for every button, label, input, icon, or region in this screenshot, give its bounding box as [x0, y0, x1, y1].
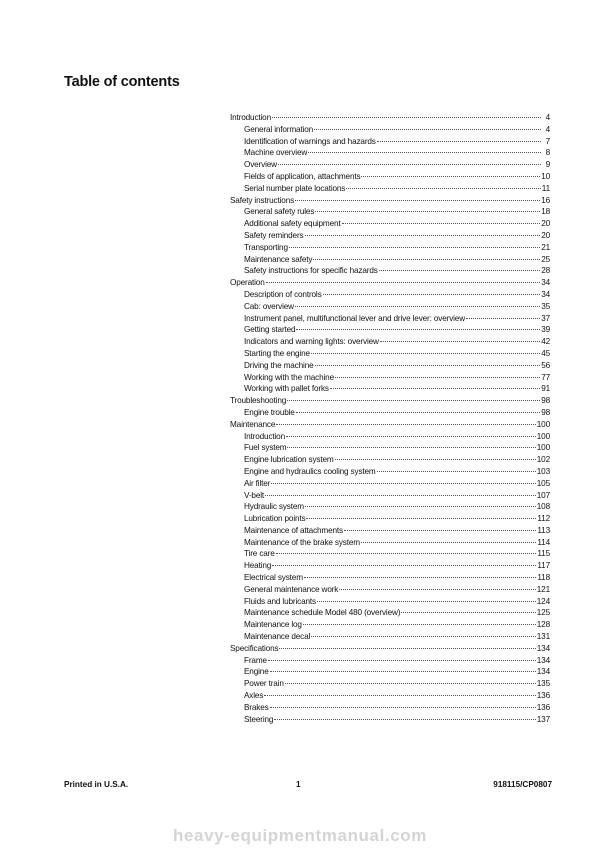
- toc-dot-leader: [265, 490, 536, 496]
- toc-dot-leader: [342, 218, 541, 224]
- toc-dot-leader: [295, 301, 540, 307]
- toc-dot-leader: [314, 124, 541, 130]
- toc-entry-label: Maintenance of the brake system: [244, 537, 360, 547]
- toc-entry-label: Safety instructions for specific hazards: [244, 266, 378, 276]
- toc-entry-label: Maintenance schedule Model 480 (overview): [244, 608, 401, 618]
- toc-entry-label: Driving the machine: [244, 360, 314, 370]
- toc-entry-page: 25: [541, 254, 550, 264]
- toc-entry-page: 102: [536, 455, 550, 465]
- toc-entry-page: 135: [536, 679, 550, 689]
- toc-subsection-entry[interactable]: [230, 407, 550, 419]
- footer-printed-in: Printed in U.S.A.: [64, 780, 129, 789]
- toc-entry-label: Troubleshooting: [230, 396, 287, 406]
- toc-dot-leader: [272, 112, 541, 118]
- toc-entry-page: 34: [541, 289, 550, 299]
- toc-entry-page: 7: [545, 136, 550, 146]
- toc-entry-label: Identification of warnings and hazards: [244, 136, 376, 146]
- toc-entry-label: Transporting: [244, 242, 288, 252]
- toc-entry-page: 100: [536, 443, 550, 453]
- toc-dot-leader: [304, 572, 537, 578]
- toc-entry-label: Engine: [244, 667, 269, 677]
- toc-subsection-entry[interactable]: [230, 537, 550, 549]
- toc-entry-page: 4: [545, 124, 550, 134]
- toc-entry-page: 113: [537, 525, 550, 535]
- toc-entry-label: Hydraulic system: [244, 502, 304, 512]
- toc-entry-label: Fluids and lubricants: [244, 596, 316, 606]
- toc-subsection-entry[interactable]: [230, 124, 550, 136]
- toc-entry-label: Engine lubrication system: [244, 455, 334, 465]
- toc-entry-page: 8: [545, 148, 550, 158]
- toc-entry-page: 20: [541, 219, 550, 229]
- toc-dot-leader: [308, 147, 541, 153]
- footer-page-number: 1: [296, 780, 301, 789]
- toc-entry-page: 117: [537, 561, 550, 571]
- toc-dot-leader: [264, 690, 536, 696]
- toc-entry-page: 128: [536, 620, 550, 630]
- toc-subsection-entry[interactable]: [230, 348, 550, 360]
- toc-dot-leader: [276, 548, 537, 554]
- toc-entry-page: 9: [545, 160, 550, 170]
- toc-dot-leader: [289, 242, 540, 248]
- toc-dot-leader: [303, 619, 536, 625]
- toc-subsection-entry[interactable]: [230, 478, 550, 490]
- toc-section-entry[interactable]: [230, 419, 550, 431]
- toc-subsection-entry[interactable]: [230, 548, 550, 560]
- toc-subsection-entry[interactable]: [230, 619, 550, 631]
- toc-subsection-entry[interactable]: [230, 183, 550, 195]
- toc-entry-label: Safety reminders: [244, 230, 304, 240]
- toc-entry-label: Fields of application, attachments: [244, 171, 361, 181]
- toc-section-entry[interactable]: [230, 277, 550, 289]
- toc-entry-page: 4: [545, 113, 550, 122]
- toc-entry-label: Additional safety equipment: [244, 219, 341, 229]
- toc-subsection-entry[interactable]: [230, 442, 550, 454]
- toc-subsection-entry[interactable]: [230, 313, 550, 325]
- toc-subsection-entry[interactable]: [230, 159, 550, 171]
- toc-entry-label: Axles: [244, 691, 264, 701]
- toc-dot-leader: [271, 478, 536, 484]
- page-title: Table of contents: [64, 74, 180, 90]
- toc-subsection-entry[interactable]: [230, 631, 550, 643]
- toc-subsection-entry[interactable]: [230, 289, 550, 301]
- toc-entry-page: 34: [541, 278, 550, 288]
- toc-entry-label: Frame: [244, 655, 267, 665]
- toc-dot-leader: [268, 655, 536, 661]
- toc-entry-label: Starting the engine: [244, 348, 310, 358]
- toc-entry-page: 108: [536, 502, 550, 512]
- toc-entry-page: 121: [536, 584, 550, 594]
- toc-section-entry[interactable]: [230, 195, 550, 207]
- toc-entry-label: Engine trouble: [244, 407, 295, 417]
- toc-entry-page: 100: [536, 431, 550, 441]
- toc-dot-leader: [323, 289, 541, 295]
- toc-entry-page: 136: [536, 702, 550, 712]
- toc-dot-leader: [296, 324, 540, 330]
- toc-dot-leader: [317, 596, 536, 602]
- toc-entry-label: Getting started: [244, 325, 296, 335]
- toc-dot-leader: [295, 195, 540, 201]
- toc-dot-leader: [287, 442, 535, 448]
- toc-subsection-entry[interactable]: [230, 666, 550, 678]
- toc-section-entry[interactable]: [230, 643, 550, 655]
- toc-dot-leader: [335, 372, 540, 378]
- toc-subsection-entry[interactable]: [230, 372, 550, 384]
- toc-entry-page: 137: [536, 714, 550, 724]
- toc-dot-leader: [313, 254, 540, 260]
- toc-entry-label: Specifications: [230, 643, 279, 653]
- toc-dot-leader: [344, 525, 536, 531]
- toc-entry-page: 118: [537, 573, 550, 583]
- toc-entry-page: 124: [536, 596, 550, 606]
- toc-entry-label: Instrument panel, multifunctional lever and drive lever: overview: [244, 313, 465, 323]
- toc-dot-leader: [285, 678, 536, 684]
- toc-subsection-entry[interactable]: [230, 254, 550, 266]
- toc-entry-label: Maintenance of attachments: [244, 525, 343, 535]
- toc-section-entry[interactable]: [230, 395, 550, 407]
- toc-subsection-entry[interactable]: [230, 324, 550, 336]
- toc-subsection-entry[interactable]: [230, 525, 550, 537]
- toc-entry-page: 37: [541, 313, 550, 323]
- toc-dot-leader: [278, 159, 541, 165]
- toc-subsection-entry[interactable]: [230, 454, 550, 466]
- toc-entry-label: General information: [244, 124, 314, 134]
- toc-dot-leader: [315, 360, 541, 366]
- toc-dot-leader: [279, 643, 535, 649]
- toc-entry-page: 134: [536, 643, 550, 653]
- toc-subsection-entry[interactable]: [230, 265, 550, 277]
- toc-subsection-entry[interactable]: [230, 655, 550, 667]
- toc-entry-page: 136: [536, 691, 550, 701]
- toc-entry-page: 10: [541, 171, 550, 181]
- toc-entry-label: General safety rules: [244, 207, 315, 217]
- toc-subsection-entry[interactable]: [230, 607, 550, 619]
- toc-dot-leader: [286, 431, 536, 437]
- toc-subsection-entry[interactable]: [230, 678, 550, 690]
- toc-entry-label: Operation: [230, 278, 265, 288]
- toc-entry-page: 42: [541, 337, 550, 347]
- toc-entry-page: 100: [536, 419, 550, 429]
- toc-entry-page: 134: [536, 667, 550, 677]
- toc-entry-label: Introduction: [244, 431, 285, 441]
- toc-entry-page: 45: [541, 348, 550, 358]
- toc-entry-page: 35: [541, 301, 550, 311]
- toc-dot-leader: [311, 348, 540, 354]
- toc-entry-label: Tire care: [244, 549, 275, 559]
- toc-entry-label: Lubrication points: [244, 514, 306, 524]
- toc-dot-leader: [379, 265, 540, 271]
- toc-dot-leader: [346, 183, 541, 189]
- toc-subsection-entry[interactable]: [230, 501, 550, 513]
- toc-entry-page: 39: [541, 325, 550, 335]
- toc-subsection-entry[interactable]: [230, 242, 550, 254]
- toc-entry-page: 107: [536, 490, 550, 500]
- toc-dot-leader: [466, 313, 540, 319]
- toc-entry-page: 115: [537, 549, 550, 559]
- toc-entry-label: General maintenance work: [244, 584, 339, 594]
- toc-entry-page: 114: [537, 537, 550, 547]
- toc-entry-page: 28: [541, 266, 550, 276]
- toc-dot-leader: [276, 419, 536, 425]
- toc-entry-label: Maintenance safety: [244, 254, 313, 264]
- toc-subsection-entry[interactable]: [230, 360, 550, 372]
- toc-entry-page: 105: [536, 478, 550, 488]
- toc-entry-label: Heating: [244, 561, 272, 571]
- toc-subsection-entry[interactable]: [230, 147, 550, 159]
- toc-entry-page: 112: [537, 514, 550, 524]
- toc-subsection-entry[interactable]: [230, 596, 550, 608]
- toc-entry-page: 21: [541, 242, 550, 252]
- toc-entry-page: 131: [536, 632, 550, 642]
- toc-subsection-entry[interactable]: [230, 714, 550, 726]
- toc-dot-leader: [305, 230, 541, 236]
- toc-subsection-entry[interactable]: [230, 702, 550, 714]
- toc-entry-page: 16: [541, 195, 550, 205]
- toc-dot-leader: [339, 584, 536, 590]
- toc-entry-page: 20: [541, 230, 550, 240]
- toc-subsection-entry[interactable]: [230, 572, 550, 584]
- toc-entry-label: Machine overview: [244, 148, 308, 158]
- footer-document-code: 918115/CP0807: [493, 780, 552, 789]
- toc-subsection-entry[interactable]: [230, 206, 550, 218]
- toc-dot-leader: [330, 383, 540, 389]
- toc-entry-page: 77: [541, 372, 550, 382]
- toc-dot-leader: [315, 206, 540, 212]
- toc-dot-leader: [361, 171, 540, 177]
- toc-subsection-entry[interactable]: [230, 230, 550, 242]
- toc-subsection-entry[interactable]: [230, 513, 550, 525]
- toc-entry-label: Maintenance decal: [244, 632, 311, 642]
- toc-entry-page: 18: [541, 207, 550, 217]
- watermark: heavy-equipmentmanual.com: [172, 826, 427, 845]
- toc-entry-label: Brakes: [244, 702, 269, 712]
- toc-subsection-entry[interactable]: [230, 171, 550, 183]
- toc-entry-label: Cab: overview: [244, 301, 294, 311]
- toc-subsection-entry[interactable]: [230, 490, 550, 502]
- toc-entry-page: 98: [541, 407, 550, 417]
- toc-entry-page: 11: [541, 183, 550, 193]
- toc-dot-leader: [361, 537, 536, 543]
- toc-entry-label: Maintenance log: [244, 620, 302, 630]
- toc-entry-label: Power train: [244, 679, 284, 689]
- toc-entry-label: Maintenance: [230, 419, 276, 429]
- toc-subsection-entry[interactable]: [230, 584, 550, 596]
- toc-dot-leader: [287, 395, 540, 401]
- toc-entry-label: Working with pallet forks: [244, 384, 329, 394]
- toc-dot-leader: [272, 560, 536, 566]
- toc-dot-leader: [266, 277, 541, 283]
- toc-entry-label: V-belt: [244, 490, 265, 500]
- toc-subsection-entry[interactable]: [230, 560, 550, 572]
- toc-subsection-entry[interactable]: [230, 336, 550, 348]
- toc-dot-leader: [270, 666, 536, 672]
- toc-entry-page: 98: [541, 396, 550, 406]
- toc-entry-label: Engine and hydraulics cooling system: [244, 466, 376, 476]
- toc-entry-label: Air filter: [244, 478, 271, 488]
- toc-dot-leader: [296, 407, 540, 413]
- toc-entry-label: Electrical system: [244, 573, 303, 583]
- toc-entry-page: 134: [536, 655, 550, 665]
- toc-dot-leader: [306, 513, 536, 519]
- toc-dot-leader: [270, 702, 536, 708]
- toc-entry-label: Overview: [244, 160, 277, 170]
- toc-entry-label: Introduction: [230, 113, 271, 122]
- toc-subsection-entry[interactable]: [230, 136, 550, 148]
- toc-dot-leader: [377, 466, 536, 472]
- toc-entry-label: Serial number plate locations: [244, 183, 346, 193]
- toc-entry-page: 91: [541, 384, 550, 394]
- toc-subsection-entry[interactable]: [230, 301, 550, 313]
- toc-entry-page: 103: [536, 466, 550, 476]
- toc-subsection-entry[interactable]: [230, 218, 550, 230]
- toc-subsection-entry[interactable]: [230, 431, 550, 443]
- toc-dot-leader: [380, 336, 540, 342]
- toc-dot-leader: [274, 714, 535, 720]
- toc-entry-label: Fuel system: [244, 443, 287, 453]
- toc-entry-label: Indicators and warning lights: overview: [244, 337, 379, 347]
- toc-entry-page: 56: [541, 360, 550, 370]
- toc-entry-label: Description of controls: [244, 289, 322, 299]
- toc-dot-leader: [377, 136, 541, 142]
- table-of-contents: [230, 112, 550, 725]
- toc-dot-leader: [401, 607, 535, 613]
- toc-section-entry[interactable]: [230, 112, 550, 124]
- toc-dot-leader: [335, 454, 536, 460]
- toc-subsection-entry[interactable]: [230, 383, 550, 395]
- toc-entry-label: Steering: [244, 714, 274, 724]
- toc-dot-leader: [311, 631, 536, 637]
- toc-entry-label: Safety instructions: [230, 195, 295, 205]
- toc-entry-page: 125: [536, 608, 550, 618]
- toc-entry-label: Working with the machine: [244, 372, 334, 382]
- toc-dot-leader: [305, 501, 536, 507]
- toc-subsection-entry[interactable]: [230, 466, 550, 478]
- toc-subsection-entry[interactable]: [230, 690, 550, 702]
